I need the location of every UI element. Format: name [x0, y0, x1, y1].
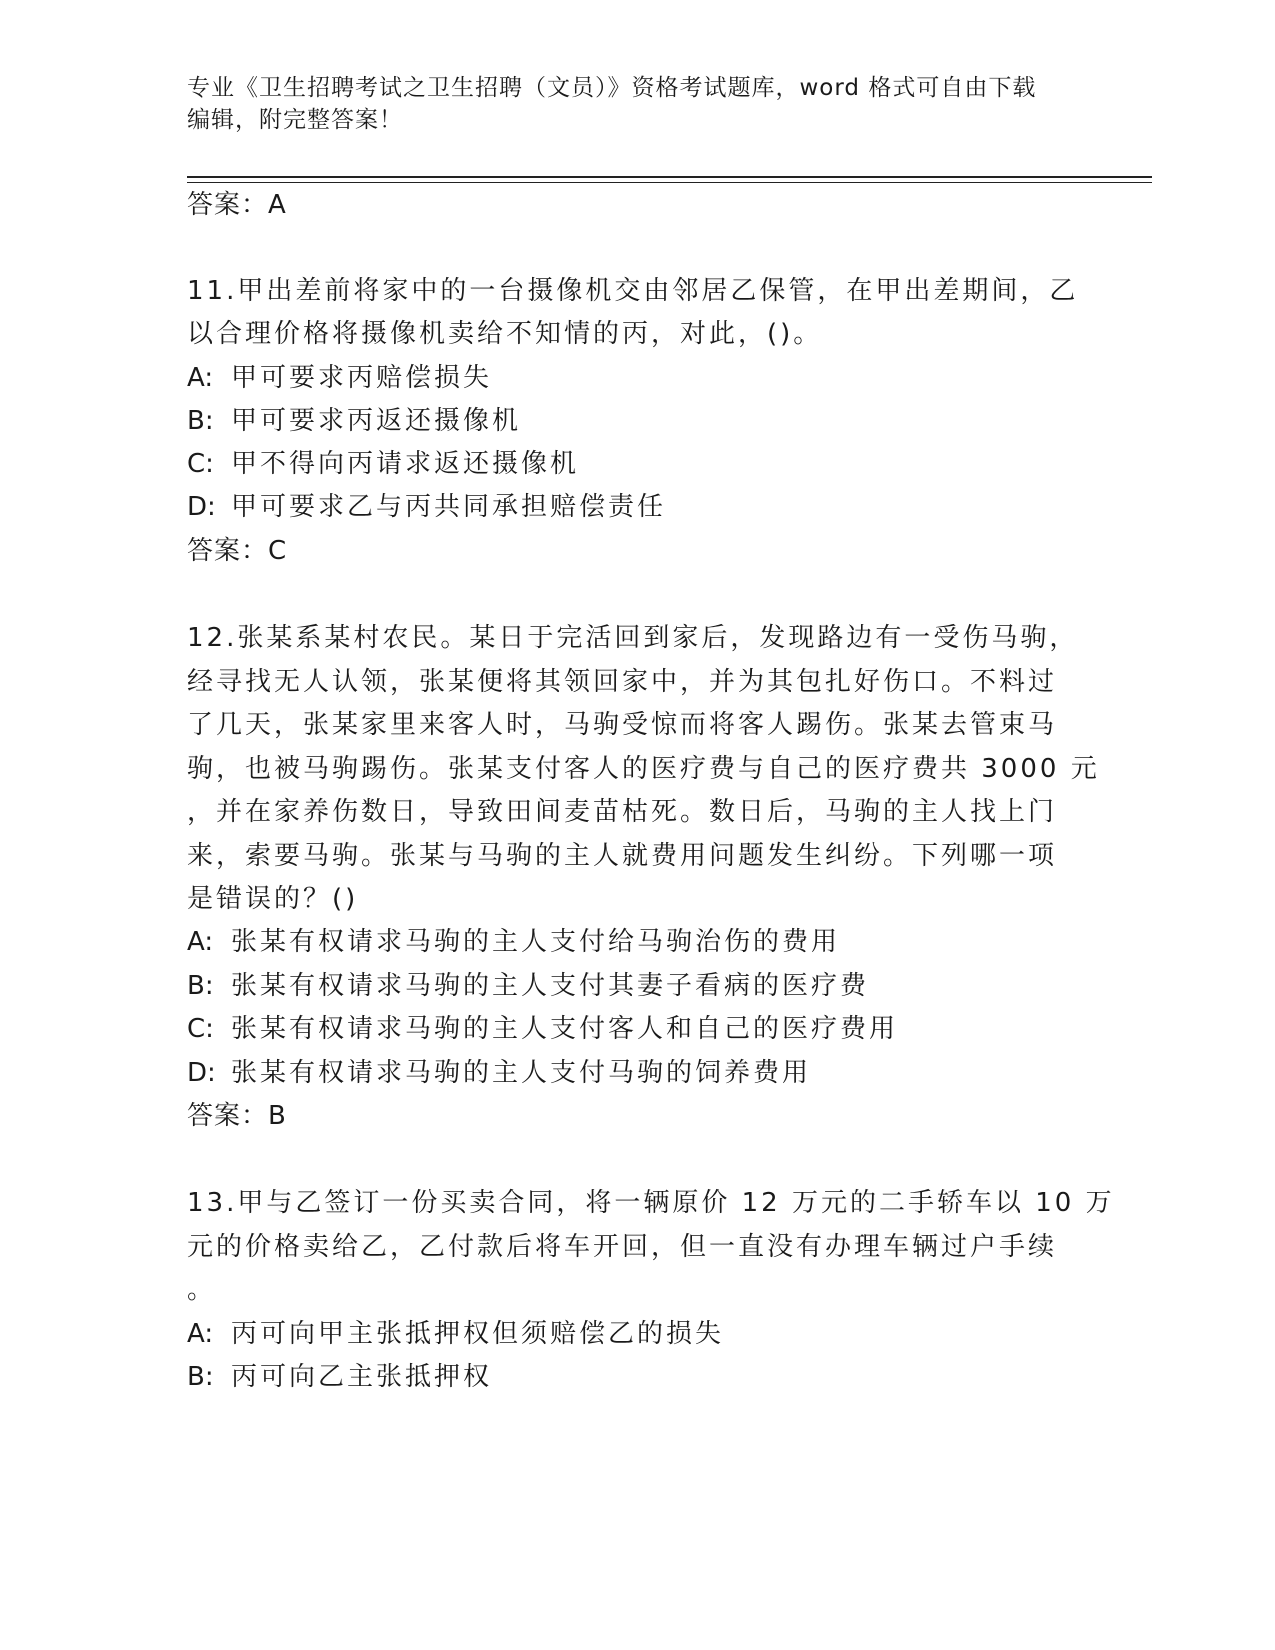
option-key: A: [187, 927, 214, 957]
option-key: A: [187, 1319, 214, 1349]
header-rule-thick [187, 176, 1152, 178]
option-key: D: [187, 1058, 216, 1088]
header-line-2: 编辑，附完整答案！ [187, 107, 403, 133]
q13-text-line-1: 13.甲与乙签订一份买卖合同，将一辆原价 12 万元的二手轿车以 10 万 [187, 1188, 1115, 1218]
option-key: B: [187, 406, 214, 436]
answer-q11: 答案：C [187, 536, 288, 566]
q12-option-c [187, 1012, 898, 1046]
q12-text-line-6: 来，索要马驹。张某与马驹的主人就费用问题发生纠纷。下列哪一项 [187, 841, 1058, 871]
q11-option-a [187, 361, 492, 395]
option-key: B: [187, 971, 214, 1001]
q13-text-line-2: 元的价格卖给乙，乙付款后将车开回，但一直没有办理车辆过户手续 [187, 1232, 1058, 1262]
answer-q10: 答案：A [187, 190, 287, 220]
q12-option-d [187, 1056, 811, 1090]
header-rule-thin [187, 182, 1152, 183]
q13-option-b [187, 1360, 492, 1394]
q12-text-line-1: 12.张某系某村农民。某日于完活回到家后，发现路边有一受伤马驹， [187, 623, 1079, 653]
q12-text-line-5: ，并在家养伤数日，导致田间麦苗枯死。数日后，马驹的主人找上门 [187, 797, 1058, 827]
answer-q12: 答案：B [187, 1101, 287, 1131]
q12-option-b [187, 969, 869, 1003]
q13-option-a [187, 1317, 724, 1351]
header-line-1: 专业《卫生招聘考试之卫生招聘（文员）》资格考试题库，word 格式可自由下载 [187, 75, 1037, 101]
q12-text-line-4: 驹，也被马驹踢伤。张某支付客人的医疗费与自己的医疗费共 3000 元 [187, 754, 1100, 784]
q12-text-line-7: 是错误的？() [187, 884, 359, 914]
option-key: B: [187, 1362, 214, 1392]
option-text: 甲可要求丙赔偿损失 [231, 363, 493, 393]
option-text: 丙可向甲主张抵押权但须赔偿乙的损失 [231, 1319, 725, 1349]
page-header [187, 72, 1087, 136]
q11-option-c [187, 447, 579, 481]
option-key: C: [187, 1014, 214, 1044]
q12-text-line-2: 经寻找无人认领，张某便将其领回家中，并为其包扎好伤口。不料过 [187, 667, 1058, 697]
option-text: 张某有权请求马驹的主人支付其妻子看病的医疗费 [231, 971, 870, 1001]
option-text: 张某有权请求马驹的主人支付马驹的饲养费用 [231, 1058, 812, 1088]
option-text: 张某有权请求马驹的主人支付客人和自己的医疗费用 [231, 1014, 899, 1044]
option-text: 甲可要求乙与丙共同承担赔偿责任 [231, 492, 667, 522]
option-key: C: [187, 449, 214, 479]
q11-text-line-2: 以合理价格将摄像机卖给不知情的丙，对此，()。 [187, 319, 823, 349]
option-key: A: [187, 363, 214, 393]
option-key: D: [187, 492, 216, 522]
q11-option-d [187, 490, 666, 524]
q12-option-a [187, 925, 840, 959]
q11-text-line-1: 11.甲出差前将家中的一台摄像机交由邻居乙保管，在甲出差期间，乙 [187, 276, 1079, 306]
option-text: 甲可要求丙返还摄像机 [231, 406, 522, 436]
option-text: 丙可向乙主张抵押权 [231, 1362, 493, 1392]
option-text: 甲不得向丙请求返还摄像机 [231, 449, 580, 479]
option-text: 张某有权请求马驹的主人支付给马驹治伤的费用 [231, 927, 841, 957]
q12-text-line-3: 了几天，张某家里来客人时，马驹受惊而将客人踢伤。张某去管束马 [187, 710, 1058, 740]
q11-option-b [187, 404, 521, 438]
q13-text-line-3: 。 [187, 1275, 217, 1305]
